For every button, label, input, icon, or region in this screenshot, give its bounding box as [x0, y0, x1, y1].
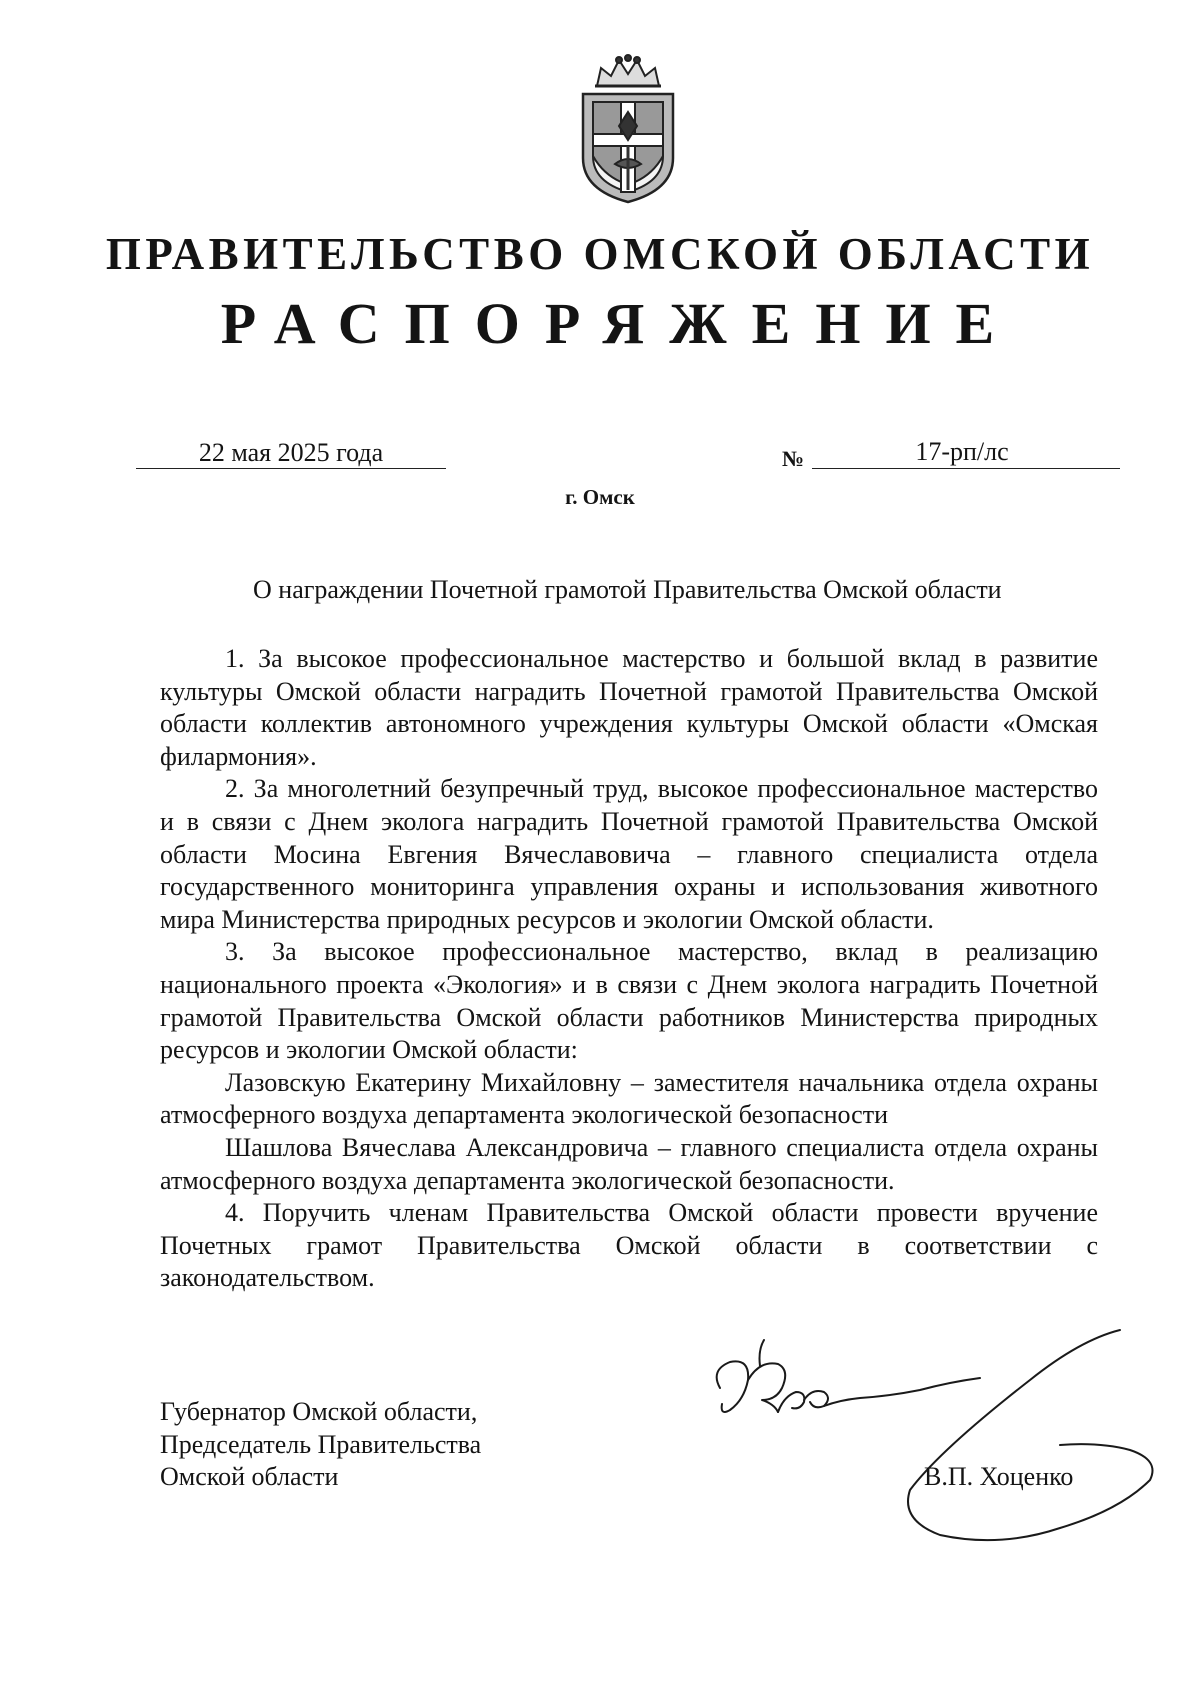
paragraph-1: 1. За высокое профессиональное мастерство и большой вклад в развитие культуры Омской области наградить Почетной грамотой Правительства Омской области коллектив автономного учреждения культуры Омской области «Омская филармония».: [160, 644, 1098, 771]
handwritten-signature-icon: [700, 1300, 1160, 1550]
signatory-name: В.П. Хоценко: [924, 1462, 1074, 1491]
organization-heading: ПРАВИТЕЛЬСТВО ОМСКОЙ ОБЛАСТИ: [105, 229, 1095, 279]
paragraph-4: 4. Поручить членам Правительства Омской области провести вручение Почетных грамот Правительства Омской области в соответствии с законодательством.: [160, 1198, 1098, 1293]
document-title: О награждении Почетной грамотой Правительства Омской области: [253, 575, 1002, 604]
signatory-position-line-3: Омской области: [160, 1462, 339, 1491]
document-date: 22 мая 2025 года: [198, 438, 384, 467]
signatory-position-line-1: Губернатор Омской области,: [160, 1397, 478, 1426]
signatory-position: [160, 1396, 481, 1494]
signatory-position-line-2: Председатель Правительства: [160, 1429, 482, 1459]
paragraph-2: 2. За многолетний безупречный труд, высокое профессиональное мастерство и в связи с Днем эколога наградить Почетной грамотой Правительства Омской области Мосина Евгения Вячеславовича – главного специалиста отдела государственного мониторинга управления охраны и использования животного мира Министерства природных ресурсов и экологии Омской области.: [160, 774, 1098, 934]
document-body: [160, 643, 1098, 1295]
omsk-oblast-coat-of-arms-icon: [567, 54, 690, 204]
document-city: г. Омск: [565, 485, 635, 509]
number-label: №: [782, 446, 805, 471]
paragraph-3: 3. За высокое профессиональное мастерство, вклад в реализацию национального проекта «Экология» и в связи с Днем эколога наградить Почетной грамотой Правительства Омской области работников Министерства природных ресурсов и экологии Омской области:: [160, 937, 1098, 1065]
awardee-2: Шашлова Вячеслава Александровича – главного специалиста отдела охраны атмосферного воздуха департамента экологической безопасности.: [160, 1132, 1098, 1195]
awardee-1: Лазовскую Екатерину Михайловну – заместителя начальника отдела охраны атмосферного воздуха департамента экологической безопасности: [160, 1067, 1098, 1130]
document-type-heading: РАСПОРЯЖЕНИЕ: [220, 291, 1020, 356]
document-number: 17-рп/лс: [915, 437, 1009, 466]
